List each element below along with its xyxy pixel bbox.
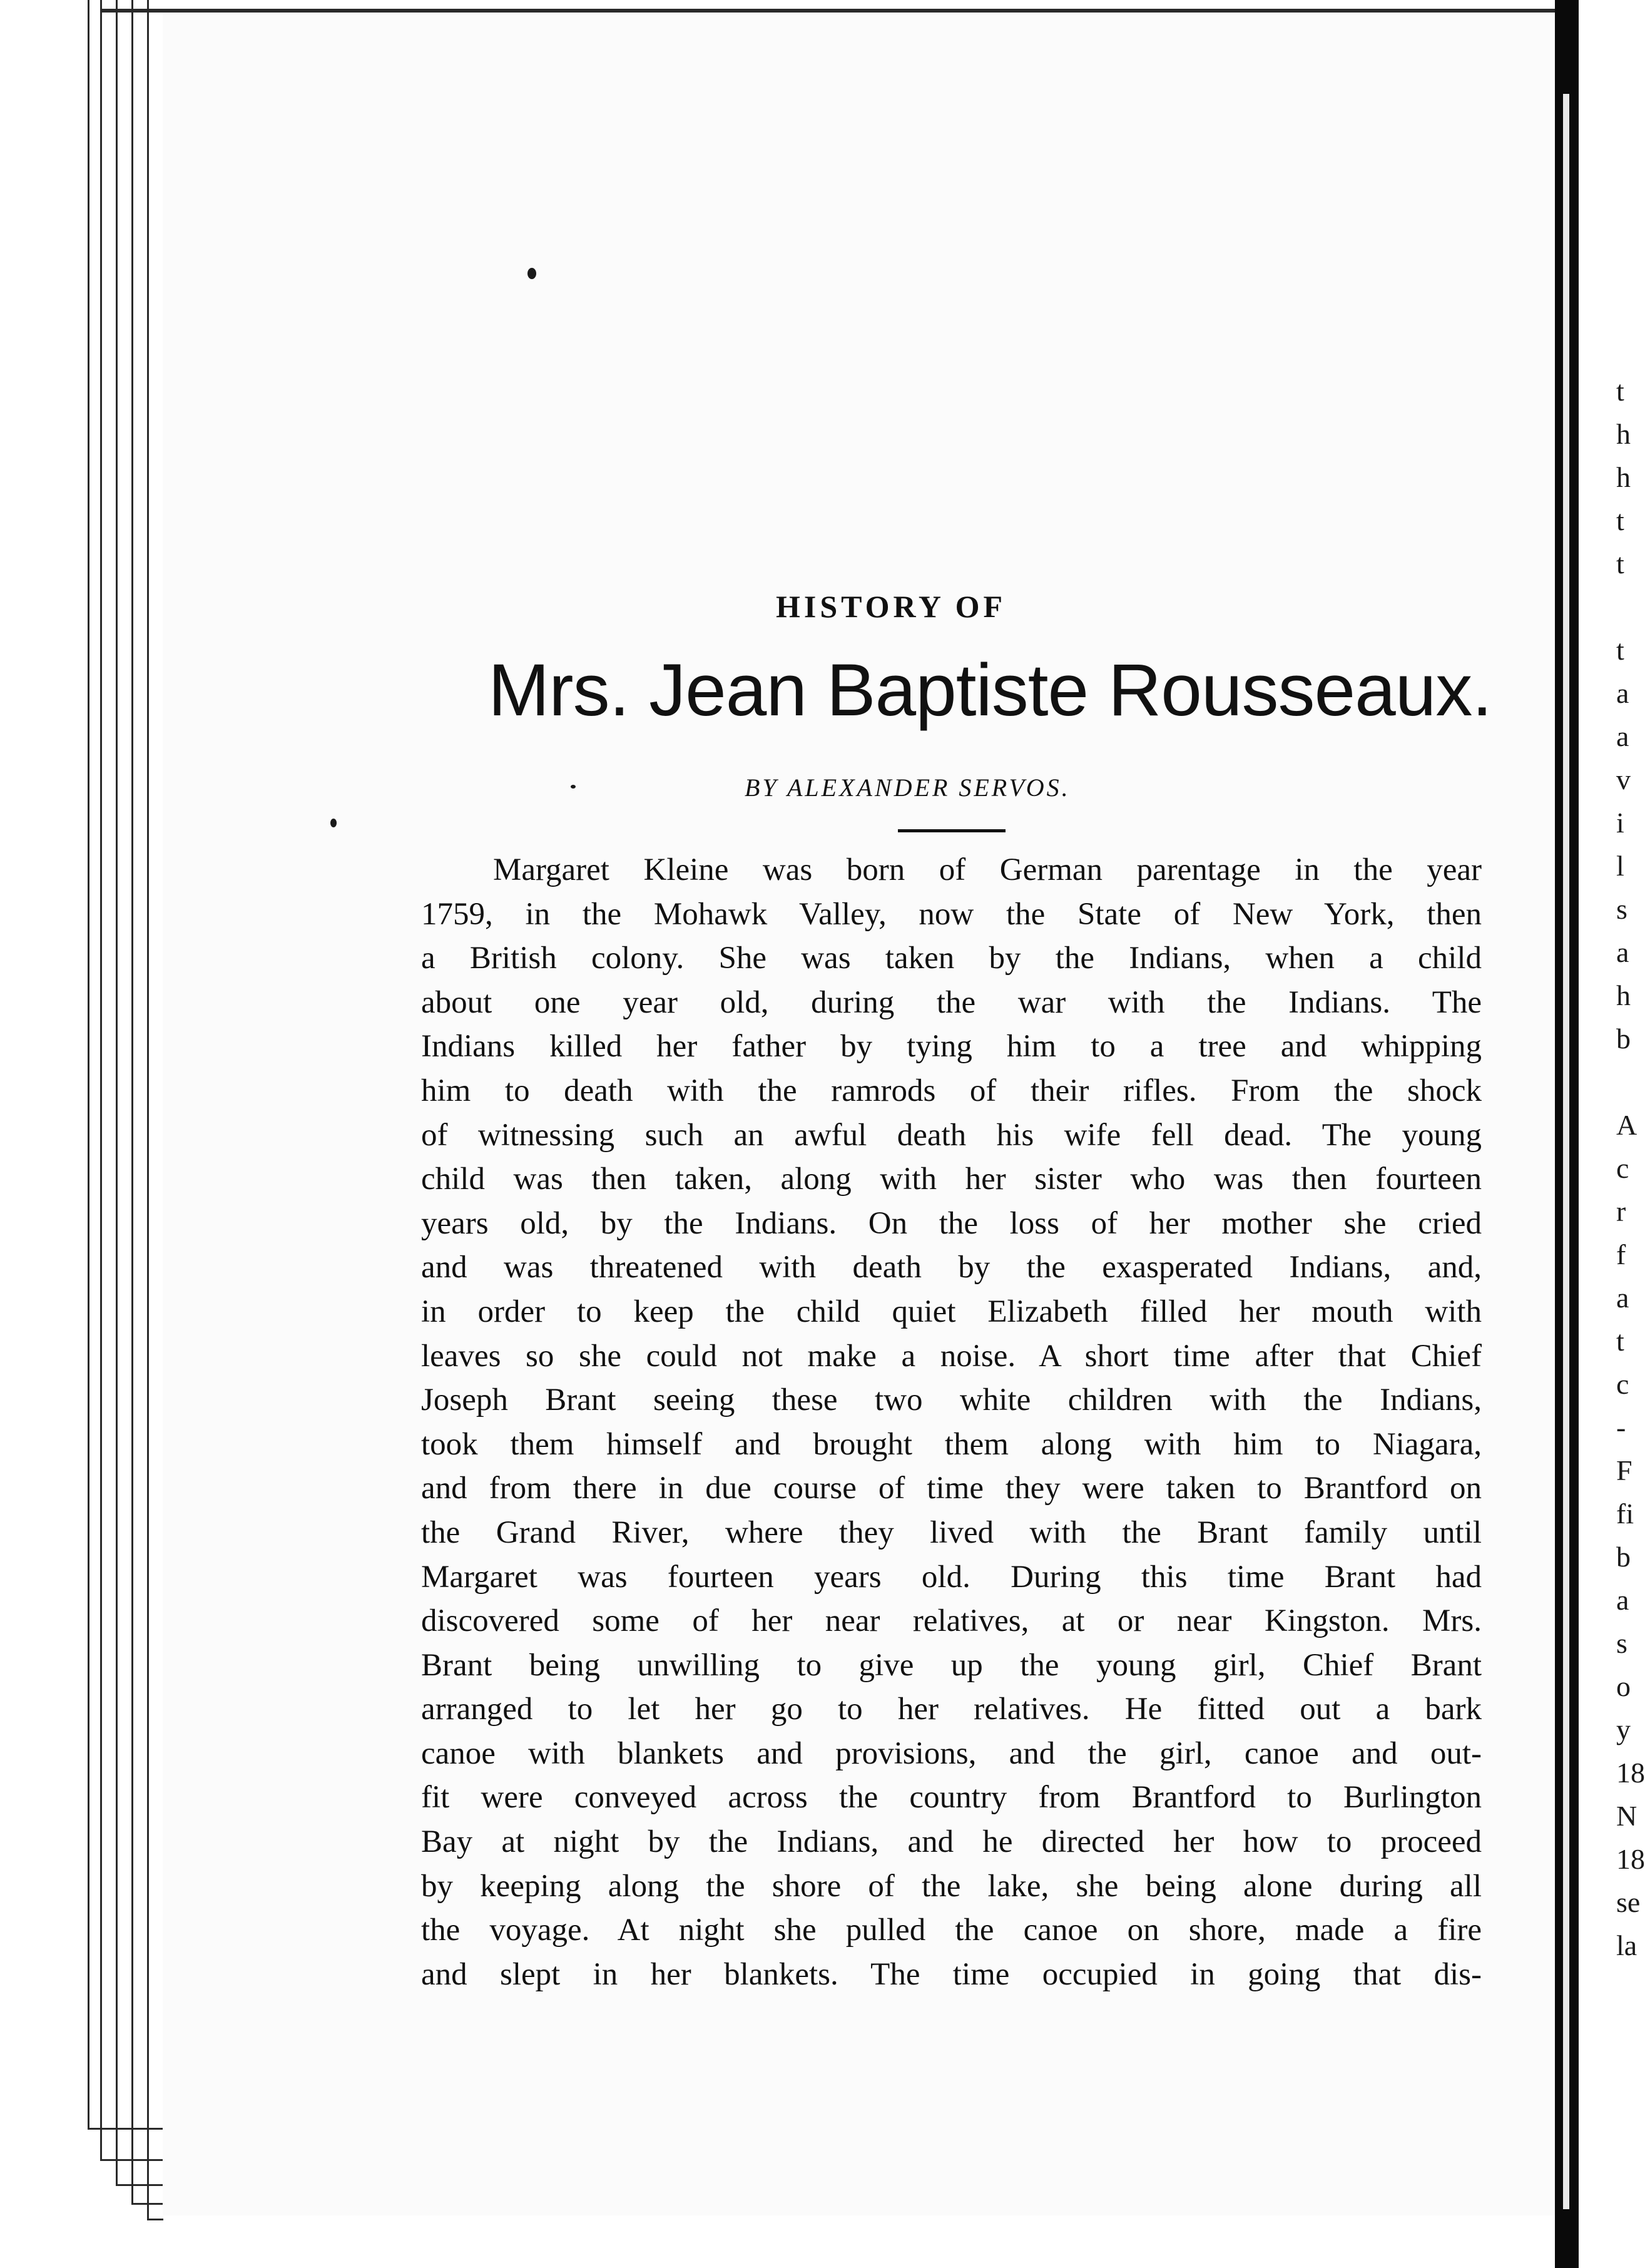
- body-line: a British colony. She was taken by the Indians, when a child: [421, 941, 1482, 976]
- facing-page-letter: v: [1616, 764, 1631, 795]
- facing-page-letter: h: [1616, 418, 1631, 450]
- facing-page-letter: t: [1616, 1325, 1624, 1357]
- facing-page-letter: a: [1616, 1282, 1629, 1314]
- body-line: canoe with blankets and provisions, and the girl, canoe and out-: [421, 1735, 1482, 1771]
- ink-speck: [571, 785, 576, 789]
- facing-page-letter: t: [1616, 634, 1624, 666]
- facing-page-letter: h: [1616, 461, 1631, 493]
- facing-page-letter: 18: [1616, 1843, 1645, 1875]
- body-line: him to death with the ramrods of their rifles. From the shock: [421, 1073, 1482, 1108]
- article-kicker: HISTORY OF: [776, 589, 1007, 624]
- facing-page-letter: N: [1616, 1800, 1637, 1832]
- facing-page-letter: a: [1616, 720, 1629, 752]
- facing-page-text: [1616, 369, 1645, 1967]
- body-line: in order to keep the child quiet Elizabeth filled her mouth with: [421, 1294, 1482, 1329]
- body-line: arranged to let her go to her relatives. He fitted out a bark: [421, 1692, 1482, 1727]
- article-byline: BY ALEXANDER SERVOS.: [745, 774, 1071, 802]
- body-line: by keeping along the shore of the lake, she being alone during all: [421, 1868, 1482, 1904]
- facing-page-letter: la: [1616, 1929, 1637, 1961]
- facing-page-letter: a: [1616, 936, 1629, 968]
- facing-page-letter: 18: [1616, 1757, 1645, 1789]
- body-line: of witnessing such an awful death his wife fell dead. The young: [421, 1117, 1482, 1153]
- facing-page-letter: t: [1616, 375, 1624, 407]
- body-line: the voyage. At night she pulled the canoe on shore, made a fire: [421, 1913, 1482, 1948]
- ink-speck: [527, 268, 536, 279]
- body-line: 1759, in the Mohawk Valley, now the State of New York, then: [421, 896, 1482, 932]
- body-line: Brant being unwilling to give up the young girl, Chief Brant: [421, 1647, 1482, 1683]
- article-title: Mrs. Jean Baptiste Rousseaux.: [488, 649, 1492, 732]
- body-line: Indians killed her father by tying him to a tree and whipping: [421, 1029, 1482, 1065]
- body-line: Bay at night by the Indians, and he directed her how to proceed: [421, 1824, 1482, 1860]
- facing-page-letter: l: [1616, 850, 1624, 882]
- body-line: and from there in due course of time they were taken to Brantford on: [421, 1471, 1482, 1506]
- body-line: the Grand River, where they lived with the Brant family until: [421, 1515, 1482, 1550]
- facing-page-letter: b: [1616, 1023, 1631, 1055]
- facing-page-letter: c: [1616, 1152, 1629, 1184]
- facing-page-letter: F: [1616, 1454, 1632, 1486]
- facing-page-letter: f: [1616, 1239, 1626, 1270]
- body-line: fit were conveyed across the country from Brantford to Burlington: [421, 1780, 1482, 1816]
- facing-page-letter: fi: [1616, 1498, 1634, 1530]
- body-line: and slept in her blankets. The time occupied in going that dis-: [421, 1956, 1482, 1992]
- page-edge: [147, 0, 163, 2220]
- facing-page-letter: h: [1616, 979, 1631, 1011]
- body-line: years old, by the Indians. On the loss of her mother she cried: [421, 1205, 1482, 1241]
- facing-page-letter: A: [1616, 1109, 1637, 1141]
- facing-page-letter: t: [1616, 504, 1624, 536]
- facing-page-letter: s: [1616, 1627, 1627, 1659]
- facing-page-letter: c: [1616, 1368, 1629, 1400]
- facing-page-letter: i: [1616, 807, 1624, 839]
- body-line: child was then taken, along with her sister who was then fourteen: [421, 1162, 1482, 1197]
- article-body: [421, 848, 1482, 1996]
- facing-page-letter: y: [1616, 1714, 1631, 1745]
- facing-page-letter: se: [1616, 1886, 1641, 1918]
- body-line: Margaret was fourteen years old. During this time Brant had: [421, 1559, 1482, 1595]
- body-line: leaves so she could not make a noise. A short time after that Chief: [421, 1338, 1482, 1374]
- facing-page-letter: [1616, 585, 1641, 628]
- body-line: Margaret Kleine was born of German parentage in the year: [493, 852, 1482, 887]
- facing-page-letter: r: [1616, 1195, 1626, 1227]
- ink-speck: [330, 819, 337, 827]
- body-line: about one year old, during the war with the Indians. The: [421, 984, 1482, 1020]
- facing-page-letter: t: [1616, 548, 1624, 580]
- gutter-highlight: [1563, 94, 1569, 2209]
- body-line: and was threatened with death by the exasperated Indians, and,: [421, 1250, 1482, 1285]
- body-line: Joseph Brant seeing these two white children with the Indians,: [421, 1382, 1482, 1418]
- facing-page-letter: -: [1616, 1411, 1626, 1443]
- facing-page-letter: s: [1616, 893, 1627, 925]
- title-divider: [898, 829, 1006, 832]
- body-line: took them himself and brought them along with him to Niagara,: [421, 1426, 1482, 1462]
- facing-page-letter: b: [1616, 1541, 1631, 1573]
- facing-page-letter: [1616, 1060, 1641, 1103]
- page-stack-edges: [88, 0, 163, 2228]
- body-line: discovered some of her near relatives, at or near Kingston. Mrs.: [421, 1603, 1482, 1639]
- facing-page-letter: o: [1616, 1670, 1631, 1702]
- facing-page-letter: a: [1616, 677, 1629, 709]
- facing-page-letter: a: [1616, 1584, 1629, 1616]
